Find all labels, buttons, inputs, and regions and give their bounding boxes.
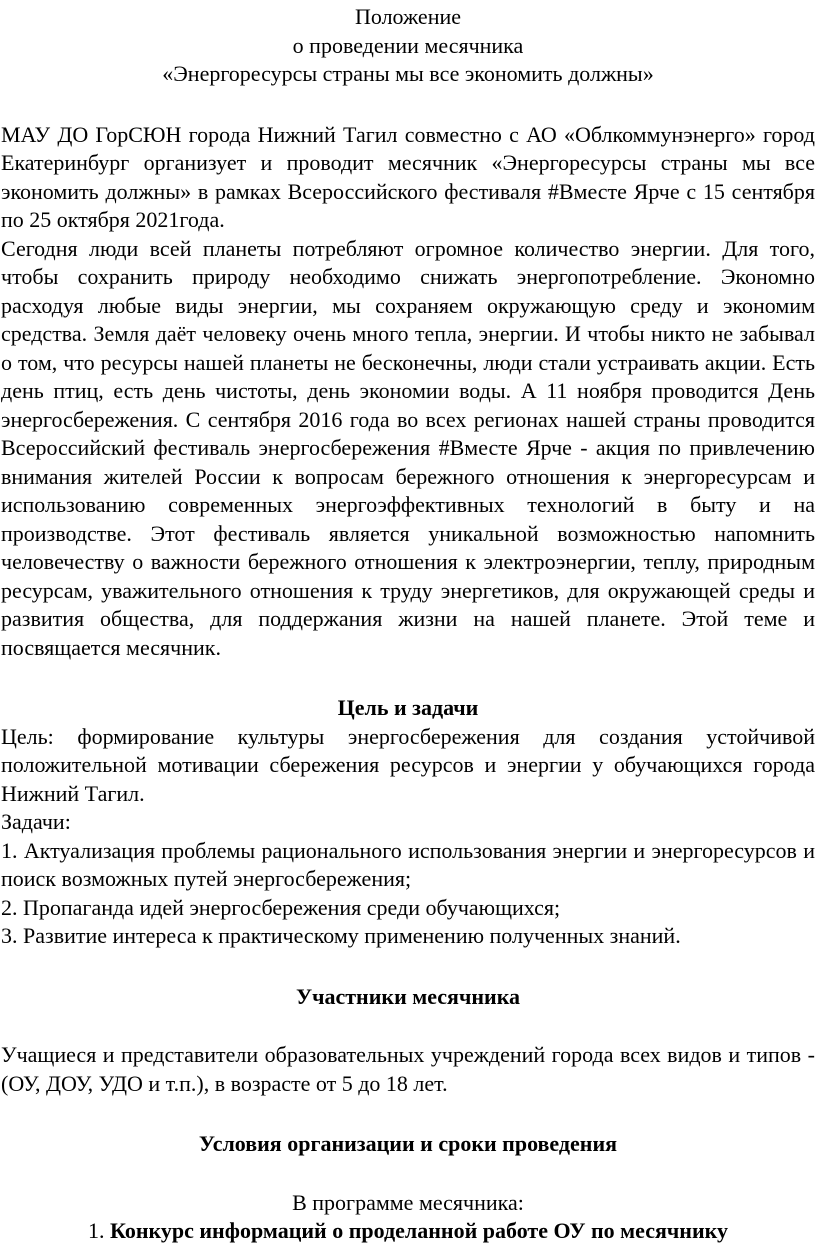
task-item-3: 3. Развитие интереса к практическому применению полученных знаний. <box>1 923 681 948</box>
spacer <box>1 1159 815 1189</box>
program-item-1-number: 1. <box>87 1218 105 1243</box>
spacer <box>1 951 815 983</box>
program-item-1-text: Конкурс информаций о проделанной работе ОУ по месячнику <box>109 1218 728 1243</box>
spacer <box>1 662 815 694</box>
title-line-3: «Энергоресурсы страны мы все экономить должны» <box>162 61 654 86</box>
program-intro: В программе месячника: <box>292 1189 524 1215</box>
conditions-heading: Условия организации и сроки проведения <box>198 1131 618 1156</box>
spacer <box>1 89 815 121</box>
task-item-2: 2. Пропаганда идей энергосбережения среди обучающихся; <box>1 894 561 920</box>
document-page <box>1 0 815 1246</box>
document-title <box>1 3 815 89</box>
tasks-label: Задачи: <box>1 809 71 834</box>
intro-paragraph-1: МАУ ДО ГорСЮН города Нижний Тагил совместно с АО «Облкоммунэнерго» город Екатеринбург организует и проводит месячник «Энергоресурсы страны мы все экономить должны» в рамках Всероссийского фестиваля #Вместе Ярче с 15 сентября по 25 октября 2021года. <box>1 121 815 232</box>
spacer <box>1 1098 815 1130</box>
task-item-1: 1. Актуализация проблемы рационального использования энергии и энергоресурсов и поиск возможных путей энергосбережения; <box>1 837 815 891</box>
spacer <box>1 1011 815 1041</box>
program-item-1 <box>1 1217 815 1246</box>
participants-heading: Участники месячника <box>295 983 521 1009</box>
intro-paragraph-2: Сегодня люди всей планеты потребляют огромное количество энергии. Для того, чтобы сохранить природу необходимо снижать энергопотребление. Экономно расходуя любые виды энергии, мы сохраняем окружающую среду и экономим средства. Земля даёт человеку очень много тепла, энергии. И чтобы никто не забывал о том, что ресурсы нашей планеты не бесконечны, люди стали устраивать акции. Есть день птиц, есть день чистоты, день экономии воды. А 11 ноября проводится День энергосбережения. С сентября 2016 года во всех регионах нашей страны проводится Всероссийский фестиваль энергосбережения #Вместе Ярче - акция по привлечению внимания жителей России к вопросам бережного отношения к энергоресурсам и использованию современных энергоэффективных технологий в быту и на производстве. Этот фестиваль является уникальной возможностью напомнить человечеству о важности бережного отношения к электроэнергии, теплу, природным ресурсам, уважительного отношения к труду энергетиков, для окружающей среды и развития общества, для поддержания жизни на нашей планете. Этой теме и посвящается месячник. <box>1 235 815 660</box>
title-line-2: о проведении месячника <box>292 32 524 58</box>
title-line-1: Положение <box>354 4 461 29</box>
goals-heading: Цель и задачи <box>337 695 479 720</box>
goal-paragraph: Цель: формирование культуры энергосбережения для создания устойчивой положительной мотивации сбережения ресурсов и энергии у обучающихся города Нижний Тагил. <box>1 723 815 806</box>
participants-paragraph: Учащиеся и представители образовательных учреждений города всех видов и типов - (ОУ, ДОУ, УДО и т.п.), в возрасте от 5 до 18 лет. <box>1 1042 815 1096</box>
